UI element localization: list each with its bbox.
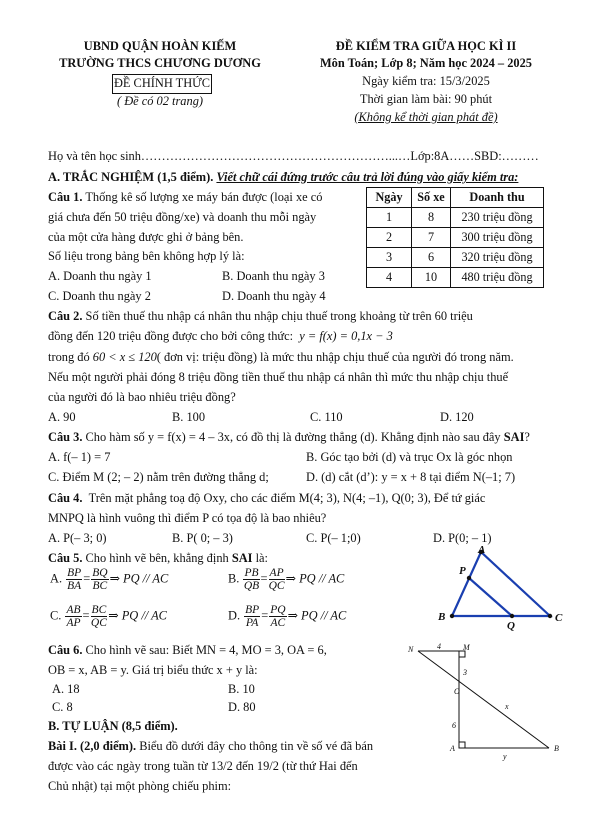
- frac-num: BP: [245, 604, 260, 616]
- point-q-label: Q: [507, 620, 515, 632]
- point-o-label: O: [454, 687, 460, 696]
- q1-sales-table: [366, 187, 544, 288]
- q5-option-d-result: ⇒ PQ // AC: [287, 608, 347, 623]
- length-mn-label: 4: [437, 642, 441, 651]
- q5-option-b-letter: B.: [228, 571, 240, 586]
- q2-option-b: B. 100: [172, 410, 206, 424]
- q3-sai: SAI: [503, 430, 525, 444]
- q3-end: ?: [524, 430, 530, 444]
- frac-num: BP: [67, 567, 82, 579]
- table-cell: 3: [367, 248, 412, 268]
- q5-label: Câu 5.: [48, 551, 83, 565]
- q3-line-1: [48, 430, 530, 446]
- q5-option-a-result: ⇒ PQ // AC: [109, 571, 169, 586]
- frac-den: QC: [268, 580, 285, 592]
- table-row: [367, 248, 544, 268]
- frac-num: PB: [244, 567, 259, 579]
- frac-num: BQ: [92, 567, 108, 579]
- q1-line-2: giá chưa đến 50 triệu đồng/xe) và doanh thu mỗi ngày: [48, 210, 317, 224]
- eq-sign: =: [82, 608, 90, 623]
- table-header-revenue: Doanh thu: [451, 188, 544, 208]
- q5-option-c-result: ⇒ PQ // AC: [108, 608, 167, 623]
- eq-sign: =: [260, 571, 268, 586]
- part-a-instruction: Viết chữ cái đứng trước câu trả lời đúng vào giấy kiểm tra:: [216, 170, 519, 184]
- q2-line-2: [48, 329, 393, 345]
- q2-option-a: A. 90: [48, 410, 76, 424]
- table-cell: 320 triệu đồng: [451, 248, 544, 268]
- q1-text-1: Thống kê số lượng xe máy bán được (loại xe có: [85, 190, 323, 204]
- point-n-label: N: [408, 645, 414, 654]
- q1-option-a: A. Doanh thu ngày 1: [48, 269, 152, 283]
- length-ab-label: y: [503, 752, 507, 761]
- q5-end: là:: [255, 551, 268, 565]
- q5-option-d-letter: D.: [228, 608, 241, 623]
- exam-duration: Thời gian làm bài: 90 phút: [359, 92, 493, 106]
- q1-line-4: Số liệu trong bảng bên không hợp lý là:: [48, 249, 245, 263]
- frac-den: BC: [92, 580, 108, 592]
- table-cell: 7: [412, 228, 451, 248]
- q3-option-a: A. f(– 1) = 7: [48, 450, 111, 464]
- length-ob-label: x: [505, 702, 509, 711]
- table-cell: 1: [367, 208, 412, 228]
- q2-formula: y = f(x) = 0,1x − 3: [299, 329, 393, 343]
- table-header-day: Ngày: [367, 188, 412, 208]
- q2-text-2: đồng đến 120 triệu đồng được cho bởi công thức:: [48, 329, 294, 343]
- q6-text-1: Cho hình vẽ sau: Biết MN = 4, MO = 3, OA = 6,: [85, 643, 327, 657]
- point-m-label: M: [463, 643, 470, 652]
- q4-option-d: D. P(0; – 1): [433, 531, 492, 545]
- part-b-title: B. TỰ LUẬN (8,5 điểm).: [48, 719, 178, 733]
- q4-option-c: C. P(– 1;0): [306, 531, 361, 545]
- bai1-line-2: được vào các ngày trong tuần từ 13/2 đến 19/2 (từ thứ Hai đến: [48, 759, 358, 773]
- frac-den: AC: [270, 617, 286, 629]
- exam-duration-note: (Không kể thời gian phát đề): [354, 110, 498, 124]
- segment-nb: [418, 651, 549, 748]
- official-badge: ĐỀ CHÍNH THỨC: [112, 74, 212, 94]
- q5-option-b: [228, 567, 344, 592]
- frac-den: QB: [243, 580, 260, 592]
- q2-line-5: của người đó là bao nhiêu triệu đồng?: [48, 390, 236, 404]
- table-cell: 8: [412, 208, 451, 228]
- q4-line-1: [48, 491, 485, 507]
- point-a-label: A: [450, 744, 455, 753]
- frac-num: BC: [91, 604, 107, 616]
- q4-text-1: Trên mặt phẳng toạ độ Oxy, cho các điểm M(4; 3), N(4; –1), Q(0; 3), Để tứ giác: [88, 491, 486, 505]
- bai1-label: Bài I. (2,0 điểm).: [48, 739, 137, 753]
- table-header-row: [367, 188, 544, 208]
- table-cell: 300 triệu đồng: [451, 228, 544, 248]
- student-info-line: Họ và tên học sinh……………………………………………………...…Lớp:8A……SBD:………: [48, 149, 539, 163]
- q3-text: Cho hàm số y = f(x) = 4 – 3x, có đồ thị là đường thẳng (d). Khẳng định nào sau đây: [85, 430, 501, 444]
- table-cell: 230 triệu đồng: [451, 208, 544, 228]
- bai1-text-1: Biểu đồ dưới đây cho thông tin về số vé đã bán: [139, 739, 374, 753]
- frac-num: PQ: [270, 604, 286, 616]
- q2-text-3b: ( đơn vị: triệu đồng) là mức thu nhập chịu thuế của người đó trong năm.: [156, 350, 514, 364]
- q2-text-1: Số tiền thuế thu nhập cá nhân thu nhập chịu thuế trong khoảng từ trên 60 triệu: [85, 309, 473, 323]
- q6-option-c: C. 8: [52, 700, 73, 714]
- q2-option-d: D. 120: [440, 410, 474, 424]
- table-cell: 2: [367, 228, 412, 248]
- eq-sign: =: [261, 608, 269, 623]
- q5-text: Cho hình vẽ bên, khẳng định: [85, 551, 229, 565]
- table-row: [367, 208, 544, 228]
- q2-line-3: [48, 350, 514, 366]
- q2-condition: 60 < x ≤ 120: [92, 350, 157, 364]
- eq-sign: =: [83, 571, 91, 586]
- q5-line-1: [48, 551, 268, 567]
- q4-label: Câu 4.: [48, 491, 83, 505]
- frac-den: QC: [90, 617, 107, 629]
- q1-option-b: B. Doanh thu ngày 3: [222, 269, 325, 283]
- q2-text-3a: trong đó: [48, 350, 90, 364]
- q4-option-a: A. P(– 3; 0): [48, 531, 107, 545]
- table-row: [367, 268, 544, 288]
- point-c-label: C: [555, 612, 563, 624]
- bai1-line-1: [48, 739, 373, 755]
- exam-title: ĐỀ KIỂM TRA GIỮA HỌC KÌ II: [335, 39, 517, 53]
- length-oa-label: 6: [452, 721, 456, 730]
- q3-label: Câu 3.: [48, 430, 83, 444]
- q5-option-d: [228, 604, 346, 629]
- right-angle-a: [459, 742, 465, 748]
- segment-pq: [469, 578, 512, 616]
- q3-option-c: C. Điểm M (2; – 2) nằm trên đường thẳng d;: [48, 470, 269, 484]
- q2-line-1: [48, 309, 473, 325]
- table-row: [367, 228, 544, 248]
- frac-den: AP: [66, 617, 81, 629]
- table-header-bikes: Số xe: [412, 188, 451, 208]
- q1-line-3: của một cửa hàng được ghi ở bảng bên.: [48, 230, 244, 244]
- q3-option-b: B. Góc tạo bởi (d) và trục Ox là góc nhọn: [306, 450, 513, 464]
- header-school: TRƯỜNG THCS CHƯƠNG DƯƠNG: [59, 56, 261, 70]
- point-p-label: P: [459, 565, 466, 577]
- header-dept: UBND QUẬN HOÀN KIẾM: [83, 39, 237, 53]
- q5-option-a: [50, 567, 168, 592]
- q1-label: Câu 1.: [48, 190, 83, 204]
- frac-num: AP: [269, 567, 284, 579]
- q2-option-c: C. 110: [310, 410, 343, 424]
- q2-label: Câu 2.: [48, 309, 83, 323]
- q6-option-a: A. 18: [52, 682, 80, 696]
- length-mo-label: 3: [463, 668, 467, 677]
- q6-line-1: [48, 643, 327, 659]
- point-a-label: A: [478, 544, 486, 556]
- q4-option-b: B. P( 0; – 3): [172, 531, 233, 545]
- q6-figure: [404, 642, 574, 768]
- frac-den: BA: [67, 580, 82, 592]
- frac-den: PA: [245, 617, 259, 629]
- q5-triangle-figure: [434, 543, 584, 633]
- q4-line-2: MNPQ là hình vuông thì điểm P có tọa độ là bao nhiêu?: [48, 511, 327, 525]
- table-cell: 10: [412, 268, 451, 288]
- q5-option-b-result: ⇒ PQ // AC: [285, 571, 345, 586]
- exam-subject: Môn Toán; Lớp 8; Năm học 2024 – 2025: [319, 56, 533, 70]
- q1-line-1: [48, 190, 322, 206]
- bai1-line-3: Chủ nhật) tại một phòng chiếu phim:: [48, 779, 232, 793]
- point-b-label: B: [438, 611, 446, 623]
- part-a-heading: [48, 170, 518, 186]
- q5-sai: SAI: [231, 551, 253, 565]
- q6-line-2: OB = x, AB = y. Giá trị biểu thức x + y là:: [48, 663, 258, 677]
- q1-option-c: C. Doanh thu ngày 2: [48, 289, 151, 303]
- q6-label: Câu 6.: [48, 643, 83, 657]
- table-cell: 6: [412, 248, 451, 268]
- table-cell: 480 triệu đồng: [451, 268, 544, 288]
- point-b-label: B: [554, 744, 559, 753]
- table-cell: 4: [367, 268, 412, 288]
- q3-option-d: D. (d) cắt (d’): y = x + 8 tại điểm N(–1; 7): [306, 470, 516, 484]
- q2-line-4: Nếu một người phải đóng 8 triệu đồng tiền thuế thu nhập cá nhân thì mức thu nhập chịu thuế: [48, 370, 509, 384]
- q1-option-d: D. Doanh thu ngày 4: [222, 289, 326, 303]
- q6-option-d: D. 80: [228, 700, 256, 714]
- q5-option-c: [50, 604, 167, 629]
- q6-option-b: B. 10: [228, 682, 255, 696]
- frac-num: AB: [66, 604, 81, 616]
- exam-date: Ngày kiểm tra: 15/3/2025: [362, 74, 490, 88]
- part-a-title: A. TRẮC NGHIỆM (1,5 điểm).: [48, 170, 214, 184]
- q5-option-a-letter: A.: [50, 571, 63, 586]
- q5-option-c-letter: C.: [50, 608, 62, 623]
- page-count: ( Đề có 02 trang): [116, 94, 204, 108]
